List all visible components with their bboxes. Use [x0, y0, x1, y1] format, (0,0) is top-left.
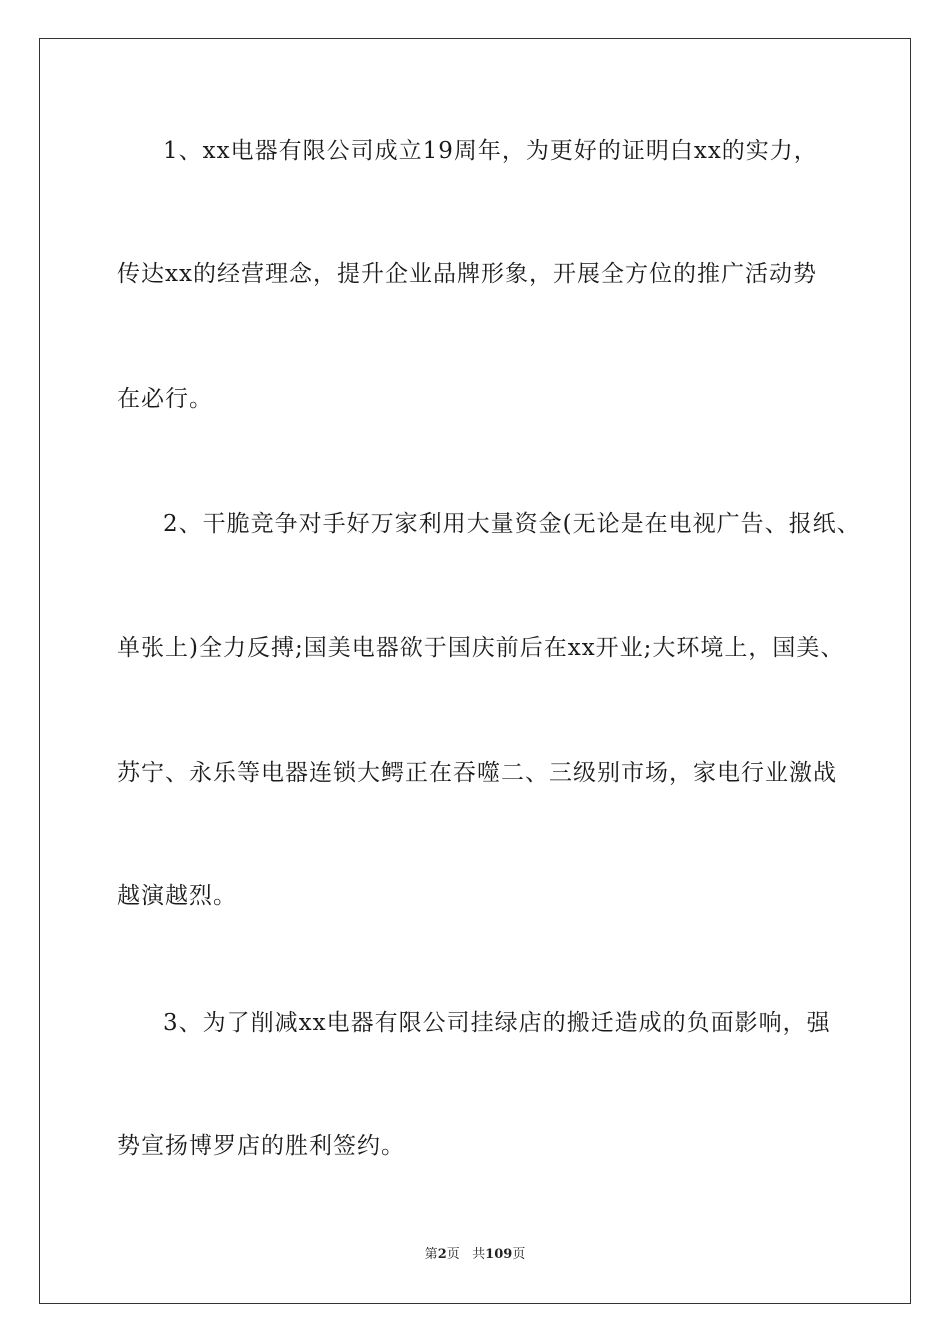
footer-page-number: 2 — [437, 1247, 447, 1262]
page-border — [39, 38, 911, 1304]
paragraph-3-line-1: 3、为了削减xx电器有限公司挂绿店的搬迁造成的负面影响，强 — [163, 1010, 831, 1036]
paragraph-2-line-4: 越演越烈。 — [117, 883, 237, 909]
footer-total-pages: 109 — [485, 1247, 513, 1262]
page-footer — [0, 1246, 950, 1264]
paragraph-1-line-3: 在必行。 — [117, 386, 213, 412]
paragraph-1-line-2: 传达xx的经营理念，提升企业品牌形象，开展全方位的推广活动势 — [117, 261, 817, 287]
paragraph-1-line-1: 1、xx电器有限公司成立19周年，为更好的证明白xx的实力， — [163, 138, 818, 164]
paragraph-2-line-2: 单张上)全力反搏;国美电器欲于国庆前后在xx开业;大环境上，国美、 — [117, 635, 845, 661]
footer-page-suffix: 页 — [446, 1247, 460, 1262]
footer-page-prefix: 第 — [424, 1247, 438, 1262]
paragraph-3-line-2: 势宣扬博罗店的胜利签约。 — [117, 1133, 405, 1159]
footer-total-prefix: 共 — [472, 1247, 486, 1262]
paragraph-2-line-3: 苏宁、永乐等电器连锁大鳄正在吞噬二、三级别市场，家电行业激战 — [117, 760, 837, 786]
paragraph-2-line-1: 2、干脆竞争对手好万家利用大量资金(无论是在电视广告、报纸、 — [163, 511, 861, 537]
footer-total-suffix: 页 — [512, 1247, 526, 1262]
